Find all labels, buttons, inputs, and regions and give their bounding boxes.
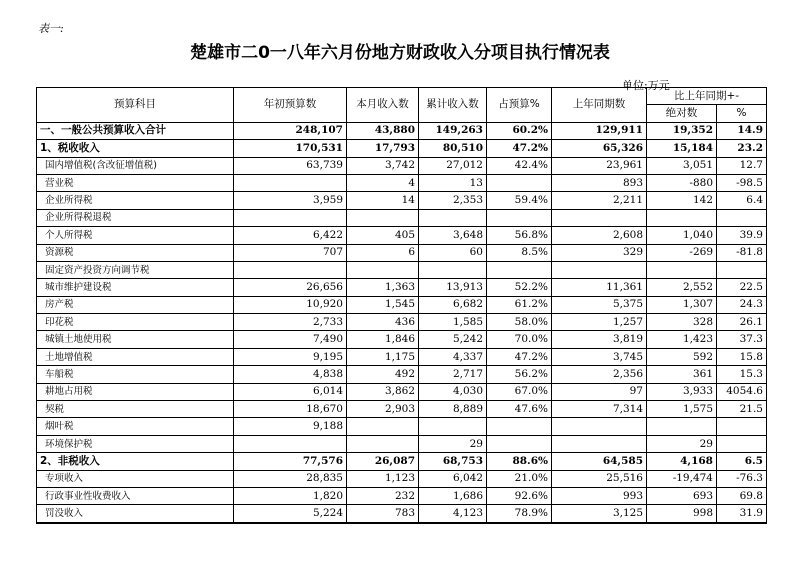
row-absolute: 3,051	[647, 157, 717, 174]
row-name: 固定资产投资方向调节税	[37, 261, 234, 278]
row-absolute: 1,575	[647, 401, 717, 418]
row-annual-budget: 77,576	[234, 453, 347, 470]
row-yoy-pct: 69.8	[717, 487, 767, 504]
row-yoy-pct	[717, 209, 767, 226]
row-last-year: 2,608	[552, 227, 647, 244]
row-absolute: 1,040	[647, 227, 717, 244]
row-annual-budget: 248,107	[234, 122, 347, 139]
row-budget-pct	[487, 174, 552, 191]
row-cumulative: 1,585	[419, 314, 487, 331]
row-name: 个人所得税	[37, 227, 234, 244]
row-month-income: 26,087	[347, 453, 419, 470]
table-row	[37, 174, 767, 191]
row-month-income	[347, 435, 419, 452]
row-month-income	[347, 209, 419, 226]
row-month-income: 3,742	[347, 157, 419, 174]
table-row	[37, 209, 767, 226]
row-annual-budget: 9,188	[234, 418, 347, 435]
row-last-year: 2,211	[552, 192, 647, 209]
table-row	[37, 453, 767, 470]
row-absolute: 693	[647, 487, 717, 504]
row-annual-budget: 2,733	[234, 314, 347, 331]
row-name: 罚没收入	[37, 505, 234, 523]
row-name: 契税	[37, 401, 234, 418]
row-budget-pct: 67.0%	[487, 383, 552, 400]
row-budget-pct: 58.0%	[487, 314, 552, 331]
row-month-income: 2,903	[347, 401, 419, 418]
header-pct: %	[717, 105, 767, 122]
row-absolute: 2,552	[647, 279, 717, 296]
table-row	[37, 470, 767, 487]
row-cumulative: 4,030	[419, 383, 487, 400]
row-cumulative: 3,648	[419, 227, 487, 244]
table-row	[37, 140, 767, 157]
row-last-year: 893	[552, 174, 647, 191]
row-name: 营业税	[37, 174, 234, 191]
row-name: 国内增值税(含改征增值税)	[37, 157, 234, 174]
row-annual-budget: 5,224	[234, 505, 347, 523]
row-name: 车船税	[37, 366, 234, 383]
row-budget-pct	[487, 261, 552, 278]
row-last-year: 5,375	[552, 296, 647, 313]
row-name: 城镇土地使用税	[37, 331, 234, 348]
row-absolute: 15,184	[647, 140, 717, 157]
row-month-income: 1,846	[347, 331, 419, 348]
row-name: 土地增值税	[37, 348, 234, 365]
row-annual-budget: 3,959	[234, 192, 347, 209]
row-annual-budget	[234, 174, 347, 191]
row-last-year: 3,745	[552, 348, 647, 365]
row-last-year: 129,911	[552, 122, 647, 139]
row-last-year: 25,516	[552, 470, 647, 487]
row-month-income: 783	[347, 505, 419, 523]
row-month-income: 405	[347, 227, 419, 244]
row-cumulative: 5,242	[419, 331, 487, 348]
row-yoy-pct: -81.8	[717, 244, 767, 261]
row-budget-pct: 47.2%	[487, 348, 552, 365]
row-cumulative: 2,353	[419, 192, 487, 209]
row-absolute: 29	[647, 435, 717, 452]
row-absolute	[647, 209, 717, 226]
table-body	[37, 122, 767, 522]
table-row	[37, 383, 767, 400]
table-row	[37, 227, 767, 244]
row-name: 1、税收收入	[37, 140, 234, 157]
row-month-income: 1,175	[347, 348, 419, 365]
header-month-income: 本月收入数	[347, 88, 419, 123]
row-budget-pct: 21.0%	[487, 470, 552, 487]
row-yoy-pct: 22.5	[717, 279, 767, 296]
row-cumulative	[419, 209, 487, 226]
header-yoy-group: 比上年同期+-	[647, 88, 767, 105]
row-cumulative: 13,913	[419, 279, 487, 296]
row-last-year: 65,326	[552, 140, 647, 157]
row-annual-budget: 6,422	[234, 227, 347, 244]
row-month-income: 3,862	[347, 383, 419, 400]
table-row	[37, 505, 767, 523]
header-budget-pct: 占预算%	[487, 88, 552, 123]
row-budget-pct: 59.4%	[487, 192, 552, 209]
row-budget-pct: 92.6%	[487, 487, 552, 504]
table-row	[37, 487, 767, 504]
row-absolute: 4,168	[647, 453, 717, 470]
row-annual-budget: 170,531	[234, 140, 347, 157]
row-annual-budget	[234, 261, 347, 278]
row-month-income: 6	[347, 244, 419, 261]
row-cumulative: 8,889	[419, 401, 487, 418]
row-month-income: 232	[347, 487, 419, 504]
row-last-year: 3,125	[552, 505, 647, 523]
row-absolute	[647, 261, 717, 278]
row-absolute: -269	[647, 244, 717, 261]
row-budget-pct: 47.2%	[487, 140, 552, 157]
header-absolute: 绝对数	[647, 105, 717, 122]
table-row	[37, 401, 767, 418]
row-month-income	[347, 418, 419, 435]
row-cumulative: 29	[419, 435, 487, 452]
row-yoy-pct: 39.9	[717, 227, 767, 244]
row-cumulative: 80,510	[419, 140, 487, 157]
row-month-income: 4	[347, 174, 419, 191]
row-month-income: 1,123	[347, 470, 419, 487]
row-yoy-pct: 14.9	[717, 122, 767, 139]
row-budget-pct: 47.6%	[487, 401, 552, 418]
row-absolute: 361	[647, 366, 717, 383]
table-row	[37, 435, 767, 452]
row-yoy-pct: 4054.6	[717, 383, 767, 400]
row-last-year: 64,585	[552, 453, 647, 470]
table-row	[37, 296, 767, 313]
row-absolute: 3,933	[647, 383, 717, 400]
row-yoy-pct	[717, 418, 767, 435]
row-absolute: 1,423	[647, 331, 717, 348]
row-budget-pct	[487, 418, 552, 435]
header-cumulative: 累计收入数	[419, 88, 487, 123]
row-budget-pct: 70.0%	[487, 331, 552, 348]
row-yoy-pct: 37.3	[717, 331, 767, 348]
row-cumulative: 2,717	[419, 366, 487, 383]
row-budget-pct: 56.2%	[487, 366, 552, 383]
row-cumulative: 1,686	[419, 487, 487, 504]
row-cumulative: 68,753	[419, 453, 487, 470]
row-absolute: 19,352	[647, 122, 717, 139]
table-label: 表一:	[38, 22, 64, 35]
table-row	[37, 244, 767, 261]
row-budget-pct: 8.5%	[487, 244, 552, 261]
row-annual-budget: 4,838	[234, 366, 347, 383]
row-last-year	[552, 261, 647, 278]
row-yoy-pct: 21.5	[717, 401, 767, 418]
row-name: 行政事业性收费收入	[37, 487, 234, 504]
row-annual-budget: 1,820	[234, 487, 347, 504]
row-budget-pct: 52.2%	[487, 279, 552, 296]
row-annual-budget: 9,195	[234, 348, 347, 365]
row-cumulative	[419, 418, 487, 435]
row-cumulative: 149,263	[419, 122, 487, 139]
row-last-year	[552, 418, 647, 435]
row-budget-pct: 56.8%	[487, 227, 552, 244]
row-yoy-pct: 23.2	[717, 140, 767, 157]
row-budget-pct	[487, 209, 552, 226]
row-budget-pct	[487, 435, 552, 452]
row-month-income: 1,545	[347, 296, 419, 313]
revenue-table	[36, 87, 767, 524]
row-yoy-pct: 15.8	[717, 348, 767, 365]
row-annual-budget: 6,014	[234, 383, 347, 400]
row-yoy-pct: 26.1	[717, 314, 767, 331]
row-month-income	[347, 261, 419, 278]
row-annual-budget: 18,670	[234, 401, 347, 418]
row-name: 一、一般公共预算收入合计	[37, 122, 234, 139]
row-month-income: 43,880	[347, 122, 419, 139]
row-cumulative: 4,337	[419, 348, 487, 365]
row-absolute	[647, 418, 717, 435]
row-last-year: 2,356	[552, 366, 647, 383]
row-absolute: -19,474	[647, 470, 717, 487]
row-yoy-pct: 31.9	[717, 505, 767, 523]
row-yoy-pct: -76.3	[717, 470, 767, 487]
row-absolute: 592	[647, 348, 717, 365]
table-row	[37, 418, 767, 435]
row-yoy-pct: 15.3	[717, 366, 767, 383]
row-absolute: 328	[647, 314, 717, 331]
row-yoy-pct: 6.4	[717, 192, 767, 209]
row-name: 环境保护税	[37, 435, 234, 452]
row-absolute: 142	[647, 192, 717, 209]
row-month-income: 14	[347, 192, 419, 209]
row-annual-budget: 7,490	[234, 331, 347, 348]
row-name: 专项收入	[37, 470, 234, 487]
row-annual-budget: 28,835	[234, 470, 347, 487]
row-month-income: 17,793	[347, 140, 419, 157]
row-annual-budget: 26,656	[234, 279, 347, 296]
row-name: 烟叶税	[37, 418, 234, 435]
header-last-year: 上年同期数	[552, 88, 647, 123]
row-last-year: 23,961	[552, 157, 647, 174]
row-cumulative: 60	[419, 244, 487, 261]
table-row	[37, 331, 767, 348]
row-month-income: 1,363	[347, 279, 419, 296]
row-name: 房产税	[37, 296, 234, 313]
row-name: 资源税	[37, 244, 234, 261]
row-cumulative	[419, 261, 487, 278]
row-yoy-pct	[717, 435, 767, 452]
row-budget-pct: 42.4%	[487, 157, 552, 174]
header-annual-budget: 年初预算数	[234, 88, 347, 123]
unit-label: 单位:万元	[622, 79, 670, 92]
row-yoy-pct: 6.5	[717, 453, 767, 470]
row-yoy-pct: 12.7	[717, 157, 767, 174]
row-last-year: 7,314	[552, 401, 647, 418]
row-name: 耕地占用税	[37, 383, 234, 400]
table-row	[37, 122, 767, 139]
row-annual-budget: 10,920	[234, 296, 347, 313]
row-absolute: 1,307	[647, 296, 717, 313]
row-yoy-pct: -98.5	[717, 174, 767, 191]
row-cumulative: 27,012	[419, 157, 487, 174]
row-last-year: 97	[552, 383, 647, 400]
row-last-year	[552, 435, 647, 452]
row-name: 城市维护建设税	[37, 279, 234, 296]
row-yoy-pct: 24.3	[717, 296, 767, 313]
row-absolute: -880	[647, 174, 717, 191]
table-row	[37, 348, 767, 365]
row-cumulative: 4,123	[419, 505, 487, 523]
row-last-year: 329	[552, 244, 647, 261]
row-name: 企业所得税	[37, 192, 234, 209]
row-budget-pct: 60.2%	[487, 122, 552, 139]
row-name: 企业所得税退税	[37, 209, 234, 226]
row-last-year: 993	[552, 487, 647, 504]
row-yoy-pct	[717, 261, 767, 278]
row-last-year	[552, 209, 647, 226]
row-annual-budget: 63,739	[234, 157, 347, 174]
row-month-income: 492	[347, 366, 419, 383]
row-annual-budget	[234, 435, 347, 452]
row-cumulative: 13	[419, 174, 487, 191]
table-row	[37, 279, 767, 296]
row-last-year: 3,819	[552, 331, 647, 348]
table-row	[37, 261, 767, 278]
row-annual-budget	[234, 209, 347, 226]
table-row	[37, 366, 767, 383]
row-budget-pct: 88.6%	[487, 453, 552, 470]
row-cumulative: 6,682	[419, 296, 487, 313]
header-item: 预算科目	[37, 88, 234, 123]
row-annual-budget: 707	[234, 244, 347, 261]
table-row	[37, 314, 767, 331]
row-absolute: 998	[647, 505, 717, 523]
page-title: 楚雄市二0一八年六月份地方财政收入分项目执行情况表	[190, 43, 610, 63]
row-last-year: 1,257	[552, 314, 647, 331]
row-last-year: 11,361	[552, 279, 647, 296]
row-name: 2、非税收入	[37, 453, 234, 470]
row-budget-pct: 78.9%	[487, 505, 552, 523]
row-month-income: 436	[347, 314, 419, 331]
row-name: 印花税	[37, 314, 234, 331]
row-budget-pct: 61.2%	[487, 296, 552, 313]
table-row	[37, 157, 767, 174]
row-cumulative: 6,042	[419, 470, 487, 487]
table-row	[37, 192, 767, 209]
